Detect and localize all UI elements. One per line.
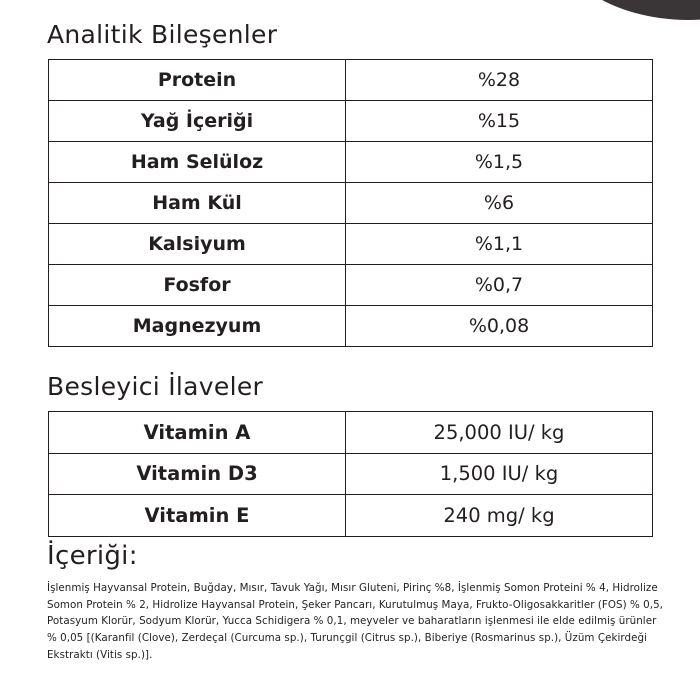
component-name: Ham Kül: [49, 183, 346, 224]
analytic-components-title: Analitik Bileşenler: [47, 20, 278, 49]
component-name: Fosfor: [49, 265, 346, 306]
table-row: [49, 101, 653, 142]
table-row: [49, 183, 653, 224]
table-row: [49, 265, 653, 306]
table-row: [49, 495, 653, 537]
component-name: Protein: [49, 60, 346, 101]
supplement-name: Vitamin E: [49, 495, 346, 537]
component-value: %15: [346, 101, 653, 142]
component-value: %0,7: [346, 265, 653, 306]
ingredients-list: İşlenmiş Hayvansal Protein, Buğday, Mısır, Tavuk Yağı, Mısır Gluteni, Pirinç %8, İşlenmiş Somon Proteini % 4, Hidrolize Somon Protein % 2, Hidrolize Hayvansal Protein, Şeker Pancarı, Kurutulmuş Maya, Frukto-Oligosakkaritler (FOS) % 0,5, Potasyum Klorür, Sodyum Klorür, Yucca Schidigera % 0,1, meyveler ve baharatların işlenmesi ile elde edilmiş ürünler % 0,05 [(Karanfil (Clove), Zerdeçal (Curcuma sp.), Turunçgil (Citrus sp.), Biberiye (Rosmarinus sp.), Üzüm Çekirdeği Ekstraktı (Vitis sp.)].: [47, 582, 664, 661]
ingredients-title: İçeriği:: [47, 541, 138, 571]
supplement-value: 240 mg/ kg: [346, 495, 653, 537]
component-value: %28: [346, 60, 653, 101]
component-name: Ham Selüloz: [49, 142, 346, 183]
component-name: Kalsiyum: [49, 224, 346, 265]
supplement-value: 25,000 IU/ kg: [346, 412, 653, 454]
nutritional-supplements-title: Besleyici İlaveler: [47, 372, 264, 401]
table-row: [49, 306, 653, 347]
component-value: %1,1: [346, 224, 653, 265]
table-row: [49, 224, 653, 265]
nutritional-supplements-table: [48, 411, 653, 537]
component-value: %6: [346, 183, 653, 224]
table-row: [49, 142, 653, 183]
table-row: [49, 453, 653, 495]
supplement-value: 1,500 IU/ kg: [346, 453, 653, 495]
component-value: %1,5: [346, 142, 653, 183]
supplement-name: Vitamin D3: [49, 453, 346, 495]
corner-decoration: [548, 0, 700, 20]
table-row: [49, 412, 653, 454]
component-value: %0,08: [346, 306, 653, 347]
analytic-components-table: [48, 59, 653, 347]
table-row: [49, 60, 653, 101]
component-name: Yağ İçeriği: [49, 101, 346, 142]
component-name: Magnezyum: [49, 306, 346, 347]
supplement-name: Vitamin A: [49, 412, 346, 454]
